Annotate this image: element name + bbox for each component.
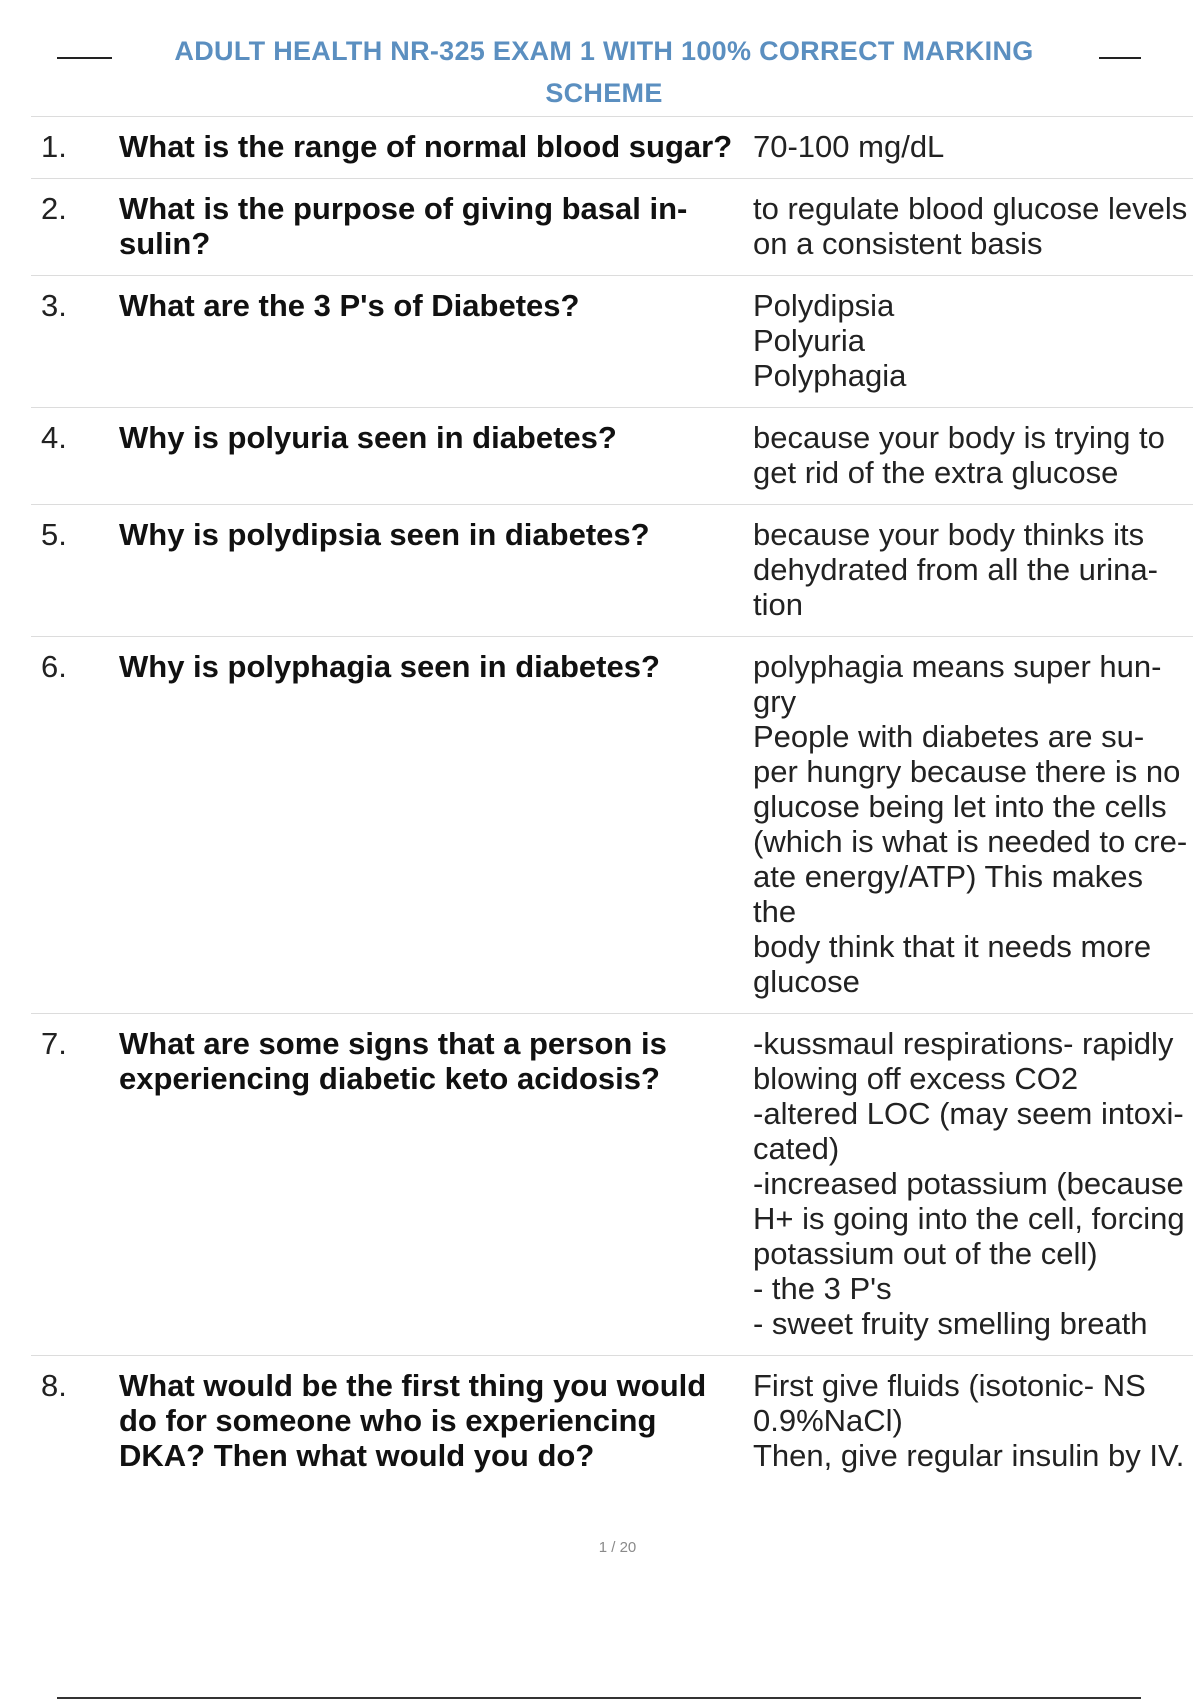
question-text: What is the range of normal blood sugar? xyxy=(119,129,733,164)
question-text: Why is polyphagia seen in diabetes? xyxy=(119,649,660,684)
qa-row xyxy=(31,1356,1193,1488)
answer-text: 70-100 mg/dL xyxy=(753,129,945,164)
answer-text: because your body thinks its dehydrated from all the urina- tion xyxy=(753,517,1158,622)
header-rule-left xyxy=(57,57,112,59)
qa-row xyxy=(31,276,1193,408)
question-number: 1. xyxy=(41,129,67,164)
qa-table xyxy=(31,116,1193,1487)
answer-text: Polydipsia Polyuria Polyphagia xyxy=(753,288,907,393)
document-title: ADULT HEALTH NR-325 EXAM 1 WITH 100% CORRECT MARKING SCHEME xyxy=(174,36,1034,108)
answer-text: First give fluids (isotonic- NS 0.9%NaCl) Then, give regular insulin by IV. xyxy=(753,1368,1185,1473)
question-number: 5. xyxy=(41,517,67,552)
bottom-rule xyxy=(57,1697,1141,1699)
question-text: Why is polyuria seen in diabetes? xyxy=(119,420,617,455)
page-number: 1 / 20 xyxy=(598,1539,637,1556)
question-number: 6. xyxy=(41,649,67,684)
qa-row xyxy=(31,505,1193,637)
header-rule-right xyxy=(1099,57,1141,59)
qa-row xyxy=(31,408,1193,505)
question-number: 2. xyxy=(41,191,67,226)
question-text: Why is polydipsia seen in diabetes? xyxy=(119,517,650,552)
question-number: 7. xyxy=(41,1026,67,1061)
answer-text: to regulate blood glucose levels on a consistent basis xyxy=(753,191,1188,261)
answer-text: because your body is trying to get rid of the extra glucose xyxy=(753,420,1165,490)
question-text: What is the purpose of giving basal in- sulin? xyxy=(119,191,688,261)
qa-row xyxy=(31,1014,1193,1356)
qa-row xyxy=(31,637,1193,1014)
question-text: What would be the first thing you would do for someone who is experiencing DKA? Then what would you do? xyxy=(119,1368,707,1473)
qa-row xyxy=(31,117,1193,179)
question-number: 8. xyxy=(41,1368,67,1403)
question-text: What are some signs that a person is experiencing diabetic keto acidosis? xyxy=(119,1026,667,1096)
question-text: What are the 3 P's of Diabetes? xyxy=(119,288,580,323)
question-number: 4. xyxy=(41,420,67,455)
qa-row xyxy=(31,179,1193,276)
answer-text: polyphagia means super hun- gry People with diabetes are su- per hungry because there is no glucose being let into the cells (which is what is needed to cre- ate energy/ATP) This makes the body think that it needs more glucose xyxy=(753,649,1188,999)
document-header xyxy=(0,0,1200,108)
question-number: 3. xyxy=(41,288,67,323)
answer-text: -kussmaul respirations- rapidly blowing off excess CO2 -altered LOC (may seem intoxi- cated) -increased potassium (because H+ is going into the cell, forcing potassium out of the cell) - the 3 P's - sweet fruity smelling breath xyxy=(753,1026,1185,1341)
